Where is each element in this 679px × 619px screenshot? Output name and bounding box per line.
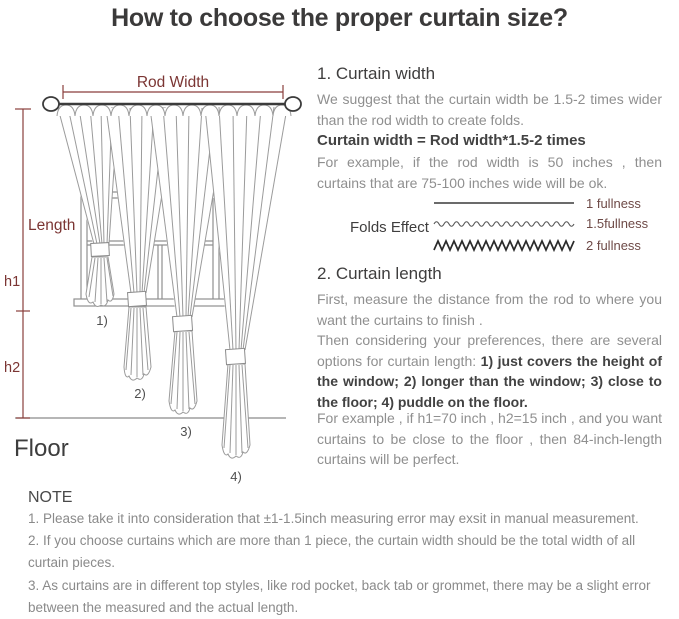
finial-right-icon [285,97,301,111]
section2-body1: First, measure the distance from the rod to where you want the curtains to finish . [317,291,662,328]
curtain-number-3: 3) [180,424,192,439]
note-item-2: 2. If you choose curtains which are more than 1 piece, the curtain width should be the total width of all curtain pieces. [28,533,636,571]
h2-label: h2 [4,360,21,376]
fold-row-1-fullness [433,195,641,211]
section2-heading: 2. Curtain length [317,264,442,283]
curtain-bundle-4 [205,107,287,458]
section1-heading: 1. Curtain width [317,64,436,83]
section2-body2 [317,330,662,412]
curtain-number-4: 4) [230,469,242,484]
curtain-diagram [0,60,315,495]
section1-body1: We suggest that the curtain width be 1.5-2 times wider than the rod width to create folds. [317,91,662,128]
page-title: How to choose the proper curtain size? [111,4,568,32]
curtain-number-2: 2) [134,386,146,401]
section2-body3: For example , if h1=70 inch , h2=15 inch , and you want curtains to be close to the floor , then 84-inch-length curtains will be perfect. [317,410,662,467]
section2-body2-normal: Then considering your preferences, there are several options for curtain length: [317,332,662,369]
rod-width-label: Rod Width [136,74,210,91]
section2-body2-bold: 1) just covers the height of the window; 2) longer than the window; 3) close to the floor; 4) puddle on the floor. [317,352,662,410]
h1-label: h1 [4,274,21,290]
curtain-bundle-1 [58,107,118,306]
fullness-label-1-5: 1.5fullness [586,215,649,231]
finial-left-icon [43,97,59,111]
note-heading: NOTE [28,489,73,506]
fullness-label-2: 2 fullness [586,237,641,253]
section1-formula: Curtain width = Rod width*1.5-2 times [317,132,586,149]
zigzag-line-icon [433,237,575,253]
wave-line-icon [433,215,575,231]
curtain-top-edge [57,105,291,116]
curtain-number-1: 1) [96,313,108,328]
fold-row-2-fullness [433,237,641,253]
note-item-3: 3. As curtains are in different top styles, like rod pocket, back tab or grommet, there may be a slight error between the measured and the actual length. [28,577,651,615]
fold-row-1-5-fullness [433,215,648,231]
folds-effect-label: Folds Effect [350,219,429,236]
length-label: Length [28,217,76,234]
floor-label: Floor [14,435,69,462]
straight-line-icon [433,195,575,211]
note-list [28,508,668,619]
fullness-label-1: 1 fullness [586,195,641,211]
section1-body2: For example, if the rod width is 50 inches , then curtains that are 75-100 inches wide will be ok. [317,154,662,191]
note-item-1: 1. Please take it into consideration that ±1-1.5inch measuring error may exsit in manual measurement. [28,511,639,526]
